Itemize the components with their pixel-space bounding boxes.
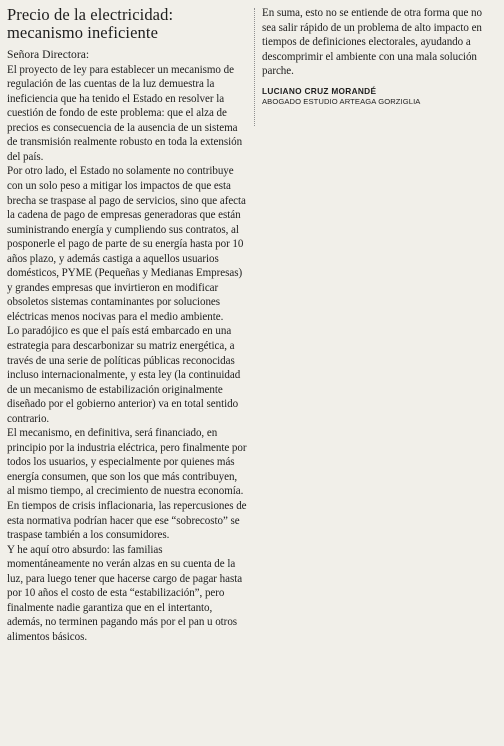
letter-closing-paragraph: En suma, esto no se entiende de otra forma que no sea salir rápido de un problema de alto impacto en tiempos de definiciones electorales, ayudando a descomprimir el ambiente con una mala solución parche. xyxy=(262,7,482,78)
signature-role: ABOGADO ESTUDIO ARTEAGA GORZIGLIA xyxy=(262,96,421,106)
letter-paragraph-3: Lo paradójico es que el país está embarcado en una estrategia para descarbonizar su matriz energética, a través de una serie de políticas públicas reconocidas incluso internacionalmente, y esta ley (la continuidad de un mecanismo de estabilización originalmente diseñado por el gobierno anterior) va en total sentido contrario. xyxy=(7,325,241,425)
letter-salutation: Señora Directora: xyxy=(7,48,90,61)
letter-paragraph-2: Por otro lado, el Estado no solamente no contribuye con un solo peso a mitigar los impactos de que esta brecha se traspase al pago de servicios, sino que afecta la cadena de pago de empresas generadoras que están suministrando energía y cumpliendo sus contratos, al posponerle el pago de parte de su energía hasta por 10 años plazo, y además castiga a aquellos usuarios domésticos, PYME (Pequeñas y Medianas Empresas) y grandes empresas que invirtieron en modificar obsoletos sistemas contaminantes por soluciones eléctricas menos nocivas para el medio ambiente. xyxy=(7,165,246,323)
letter-left-column xyxy=(7,6,247,644)
signature-name: LUCIANO CRUZ MORANDÉ xyxy=(262,85,377,96)
letter-right-column xyxy=(262,6,498,107)
column-divider xyxy=(254,8,255,126)
letter-paragraph-1: El proyecto de ley para establecer un mecanismo de regulación de las cuentas de la luz demuestra la ineficiencia que ha tenido el Estado en resolver la cuestión de fondo de este problema: que el alza de precios es consecuencia de la ausencia de un sistema de transmisión realmente robusto en toda la extensión del país. xyxy=(7,63,243,163)
letter-headline: Precio de la electricidad: mecanismo ineficiente xyxy=(7,5,174,42)
letter-paragraph-4: El mecanismo, en definitiva, será financiado, en principio por la industria eléctrica, pero finalmente por todos los usuarios, y especialmente por quienes más energía consumen, que son los que más contribuyen, al mismo tiempo, al crecimiento de nuestra economía. En tiempos de crisis inflacionaria, las repercusiones de esta normativa podrían hacer que ese “sobrecosto” se traspase también a los consumidores. xyxy=(7,427,247,542)
letter-paragraph-5: Y he aquí otro absurdo: las familias momentáneamente no verán alzas en su cuenta de la luz, para luego tener que hacerse cargo de pagar hasta por 10 años el costo de esta “estabilización”, pero finalmente nadie garantiza que en el intertanto, además, no terminen pagando más por el pan u otros alimentos básicos. xyxy=(7,543,243,643)
